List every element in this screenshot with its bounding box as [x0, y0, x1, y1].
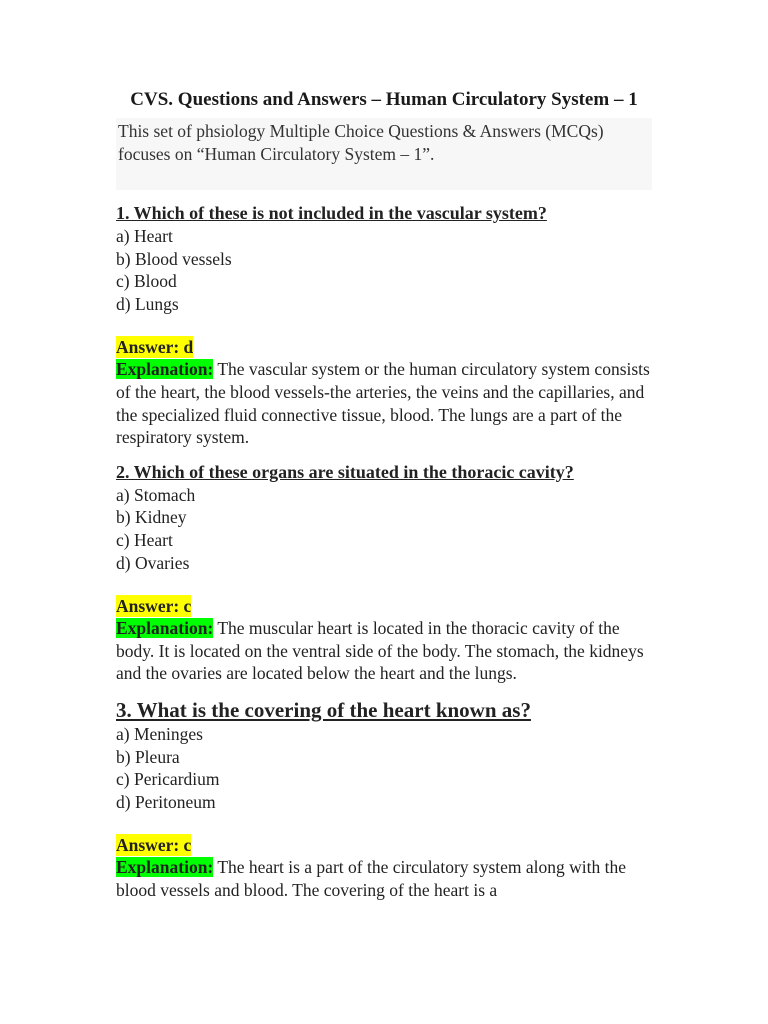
option-d: d) Peritoneum [116, 791, 216, 812]
explanation-text: The muscular heart is located in the thoracic cavity of the body. It is located on the ventral side of the body. The stomach, the kidneys and the ovaries are located below the heart and the lungs. [116, 618, 644, 684]
option-b: b) Pleura [116, 746, 180, 767]
option-a: a) Meninges [116, 723, 203, 744]
explanation [116, 358, 652, 448]
answer-block [116, 336, 652, 448]
option-c: c) Heart [116, 529, 173, 550]
explanation-label: Explanation: [116, 359, 214, 380]
answer-label: Answer: d [116, 337, 194, 358]
explanation-label: Explanation: [116, 618, 214, 639]
option-a: a) Heart [116, 226, 173, 246]
page-title: CVS. Questions and Answers – Human Circulatory System – 1 [130, 89, 638, 110]
answer-block [116, 834, 652, 901]
option-c: c) Blood [116, 271, 177, 292]
option-b: b) Kidney [116, 507, 187, 528]
question-3 [116, 697, 652, 902]
option-b: b) Blood vessels [116, 248, 232, 269]
question-text: 1. Which of these is not included in the vascular system? [116, 203, 547, 223]
question-text: 2. Which of these organs are situated in the thoracic cavity? [116, 461, 574, 482]
explanation [116, 856, 652, 901]
option-a: a) Stomach [116, 484, 196, 505]
question-1 [116, 202, 652, 449]
answer-label: Answer: c [116, 835, 192, 856]
options-list [116, 723, 652, 813]
document-page [116, 88, 652, 901]
options-list [116, 225, 652, 315]
option-d: d) Lungs [116, 293, 179, 314]
question-text: 3. What is the covering of the heart known as? [116, 697, 531, 722]
options-list [116, 484, 652, 574]
explanation [116, 617, 652, 685]
explanation-text: The vascular system or the human circulatory system consists of the heart, the blood vessels-the arteries, the veins and the capillaries, and the specialized fluid connective tissue, blood. The lungs are a part of the respiratory system. [116, 359, 650, 448]
option-c: c) Pericardium [116, 769, 220, 790]
option-d: d) Ovaries [116, 552, 190, 573]
explanation-text: The heart is a part of the circulatory system along with the blood vessels and blood. The covering of the heart is a [116, 857, 626, 900]
answer-block [116, 595, 652, 685]
question-2 [116, 461, 652, 685]
explanation-label: Explanation: [116, 857, 214, 878]
intro-paragraph: This set of phsiology Multiple Choice Questions & Answers (MCQs) focuses on “Human Circulatory System – 1”. [116, 118, 652, 190]
answer-label: Answer: c [116, 596, 192, 617]
